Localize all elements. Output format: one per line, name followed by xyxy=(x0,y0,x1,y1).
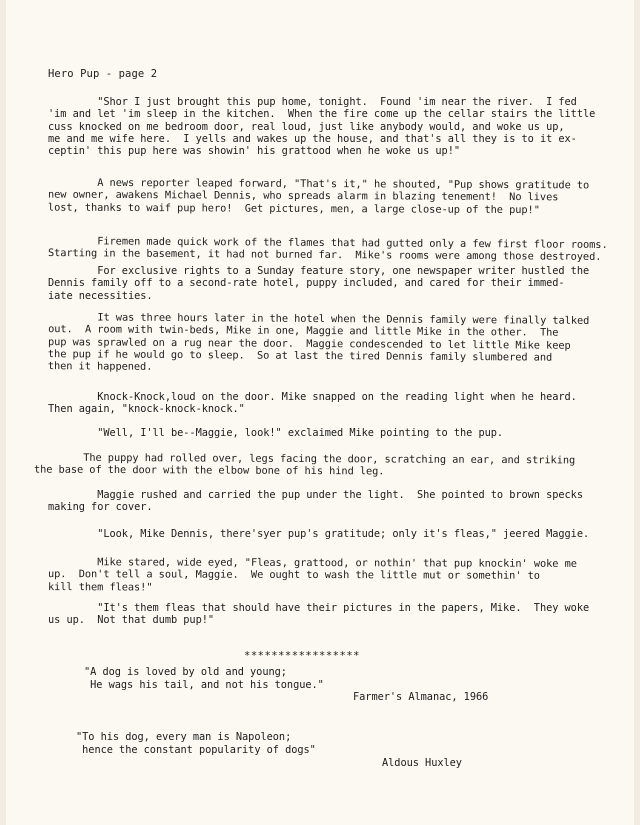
paragraph-11: Mike stared, wide eyed, "Fleas, grattood, or nothin' that pup knockin' woke me up. Don't tell a soul, Maggie. We ought to wash the little mut or somethin' to kill them fleas!" xyxy=(47,556,577,594)
paragraph-1: "Shor I just brought this pup home, tonight. Found 'im near the river. I fed 'im and let 'im sleep in the kitchen. When the fire come up the cellar stairs the little cuss knocked on me bedroom door, real loud, just like anybody would, and woke us up, me and me wife here. I yells and wakes up the house, and that's all they is to it ex- ceptin' this pup here was showin' his grattood when he woke us up!" xyxy=(48,96,596,158)
page-edge-right xyxy=(634,0,640,825)
paragraph-7: "Well, I'll be--Maggie, look!" exclaimed Mike pointing to the pup. xyxy=(48,427,504,439)
quote-1-line-1: "A dog is loved by old and young; xyxy=(84,666,287,678)
paragraph-3: Firemen made quick work of the flames that had gutted only a few first floor rooms. Starting in the basement, it had not burned far. Mike's rooms were among those destroyed. xyxy=(47,235,608,264)
paragraph-8: The puppy had rolled over, legs facing the door, scratching an ear, and striking the base of the door with the elbow bone of his hind leg. xyxy=(33,451,576,478)
separator-stars: ***************** xyxy=(244,650,360,662)
page-edge-left xyxy=(0,0,6,825)
paragraph-5: It was three hours later in the hotel when the Dennis family were finally talked out. A room with twin-beds, Mike in one, Maggie and little Mike in the other. The pup was sprawled on a rug near the door. Maggie condescended to let little Mike keep the pup if he would go to sleep. So at last the tired Dennis family slumbered and then it happened. xyxy=(47,311,590,374)
paragraph-12: "It's them fleas that should have their pictures in the papers, Mike. They woke us up. Not that dumb pup!" xyxy=(48,602,590,627)
quote-2-line-1: "To his dog, every man is Napoleon; xyxy=(76,731,292,743)
quote-2-line-2: hence the constant popularity of dogs" xyxy=(76,744,316,756)
quote-1-line-2: He wags his tail, and not his tongue." xyxy=(84,679,324,691)
paragraph-6: Knock-Knock,loud on the door. Mike snapped on the reading light when he heard. Then again, "knock-knock-knock." xyxy=(48,391,577,416)
page-header: Hero Pup - page 2 xyxy=(48,68,158,80)
paragraph-9: Maggie rushed and carried the pup under the light. She pointed to brown specks making for cover. xyxy=(48,489,583,514)
quote-2-attribution: Aldous Huxley xyxy=(382,757,462,769)
paragraph-4: For exclusive rights to a Sunday feature story, one newspaper writer hustled the Dennis family off to a second-rate hotel, puppy included, and cared for their immed- iate necessities. xyxy=(48,265,590,302)
paragraph-2: A news reporter leaped forward, "That's it," he shouted, "Pup shows gratitude to new owner, awakens Michael Dennis, who spreads alarm in blazing tenement! No lives lost, thanks to waif pup hero! Get pictures, men, a large close-up of the pup!" xyxy=(47,176,590,216)
quote-1-attribution: Farmer's Almanac, 1966 xyxy=(353,691,489,703)
paragraph-10: "Look, Mike Dennis, there'syer pup's gratitude; only it's fleas," jeered Maggie. xyxy=(48,528,590,540)
